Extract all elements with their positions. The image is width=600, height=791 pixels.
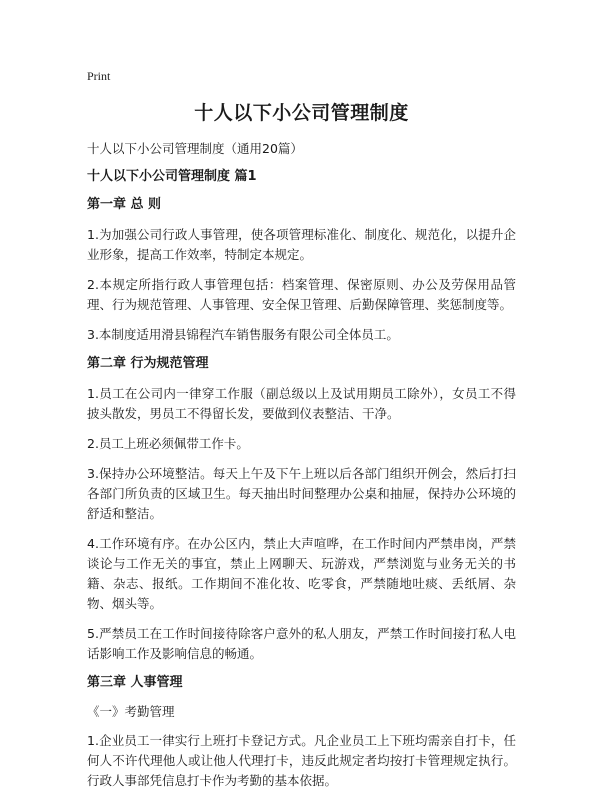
- paragraph: 3.保持办公环境整洁。每天上午及下午上班以后各部门组织开例会，然后打扫各部门所负责的区域卫生。每天抽出时间整理办公桌和抽屉，保持办公环境的舒适和整洁。: [87, 466, 516, 521]
- paragraph: 4.工作环境有序。在办公区内，禁止大声喧哗，在工作时间内严禁串岗，严禁谈论与工作无关的事宜，禁止上网聊天、玩游戏，严禁浏览与业务无关的书籍、杂志、报纸。工作期间不准化妆、吃零食，严禁随地吐痰、丢纸屑、杂物、烟头等。: [87, 536, 516, 611]
- paragraph: 1.为加强公司行政人事管理，使各项管理标准化、制度化、规范化，以提升企业形象，提高工作效率，特制定本规定。: [87, 227, 516, 262]
- subsection-heading: 《一》考勤管理: [87, 704, 175, 719]
- document-title: 十人以下小公司管理制度: [194, 102, 409, 124]
- paragraph: 3.本制度适用滑县锦程汽车销售服务有限公司全体员工。: [87, 327, 399, 342]
- print-link[interactable]: Print: [87, 69, 111, 83]
- section-heading: 十人以下小公司管理制度 篇1: [87, 169, 257, 184]
- chapter-heading: 第二章 行为规范管理: [87, 356, 209, 371]
- chapter-heading: 第三章 人事管理: [87, 675, 183, 690]
- paragraph: 2.本规定所指行政人事管理包括：档案管理、保密原则、办公及劳保用品管理、行为规范管理、人事管理、安全保卫管理、后勤保障管理、奖惩制度等。: [87, 277, 516, 312]
- paragraph: 1.企业员工一律实行上班打卡登记方式。凡企业员工上下班均需亲自打卡，任何人不许代理他人或让他人代理打卡，违反此规定者均按打卡管理规定执行。行政人事部凭信息打卡作为考勤的基本依据。: [87, 733, 516, 788]
- paragraph: 5.严禁员工在工作时间接待除客户意外的私人朋友，严禁工作时间接打私人电话影响工作及影响信息的畅通。: [87, 626, 516, 661]
- chapter-heading: 第一章 总 则: [87, 197, 162, 212]
- document-subtitle: 十人以下小公司管理制度（通用20篇）: [87, 141, 303, 156]
- paragraph: 1.员工在公司内一律穿工作服（副总级以上及试用期员工除外），女员工不得披头散发，男员工不得留长发，要做到仪表整洁、干净。: [87, 386, 516, 421]
- paragraph: 2.员工上班必须佩带工作卡。: [87, 436, 249, 451]
